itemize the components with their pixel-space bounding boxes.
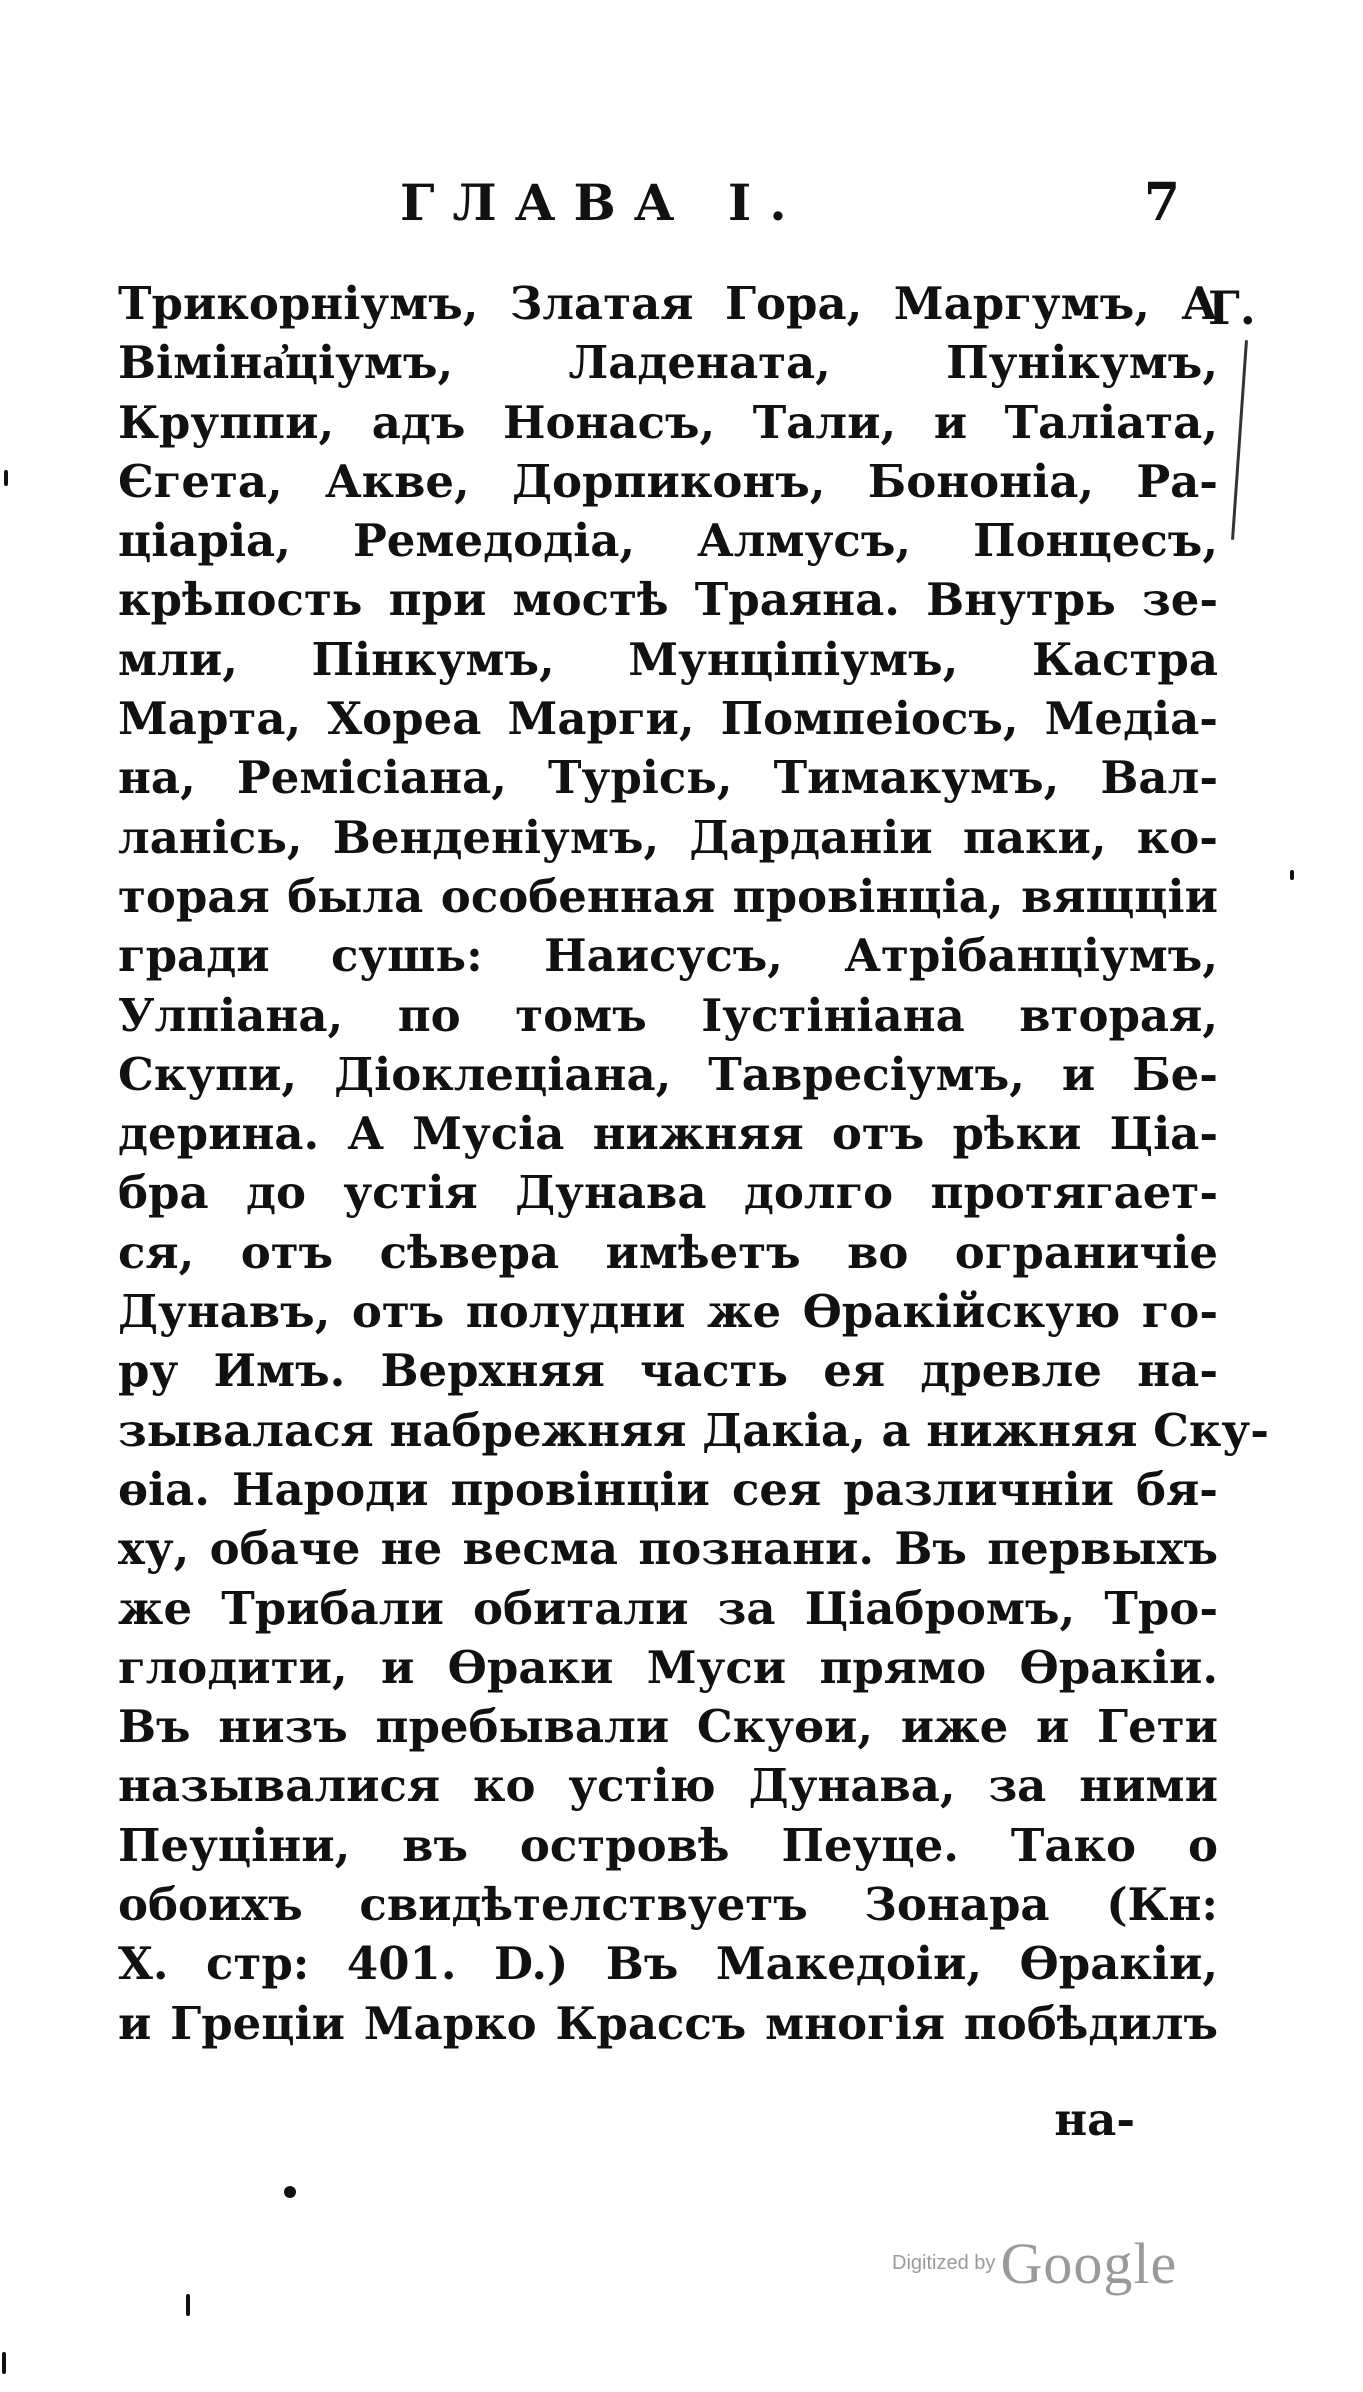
ink-speck [284,2186,296,2198]
text-line: X. стр: 401. D.) Въ Македоіи, Өракіи, [118,1937,1218,1991]
catchword: на- [1054,2093,1135,2146]
text-line: ху, обаче не весма познани. Въ первыхъ [118,1522,1218,1576]
text-line: дерина. А Мусіа нижняя отъ рѣки Ціа- [118,1107,1218,1161]
text-line: ся, отъ сѣвера имѣетъ во ограничіе [118,1225,1218,1279]
text-line: ціаріа, Ремедодіа, Алмусъ, Понцесъ, [118,514,1218,568]
ink-speck [1290,870,1294,880]
text-line: Віміна҆ціумъ, Ладената, Пунікумъ, [118,336,1218,390]
margin-bracket-mark [1231,340,1248,540]
page-number: 7 [1143,172,1180,233]
text-line: Єгета, Акве, Дорпиконъ, Бононіа, Ра- [118,454,1218,508]
text-line: и Греціи Марко Крассъ многія побѣдилъ [118,1996,1218,2050]
google-watermark [892,2230,1177,2297]
text-line: торая была особенная провінціа, вящціи [118,869,1218,923]
text-line: глодити, и Өраки Муси прямо Өракіи. [118,1640,1218,1694]
watermark-digitized-text: Digitized by [892,2252,996,2274]
text-line: же Трибали обитали за Ціабромъ, Тро- [118,1581,1218,1635]
text-line: Дунавъ, отъ полудни же Өракійскую го- [118,1285,1218,1339]
text-line: зывалася набрежняя Дакіа, а нижняя Ску- [118,1403,1269,1457]
text-line: Скупи, Діоклеціана, Тавресіумъ, и Бе- [118,1047,1218,1101]
text-line: на, Ремісіана, Турісь, Тимакумъ, Вал- [118,751,1218,805]
text-line: өіа. Народи провінціи сея различніи бя- [118,1462,1218,1516]
text-line: гради сушь: Наисусъ, Атрібанціумъ, [118,929,1218,983]
running-header [400,168,1220,238]
text-line: Въ низъ пребывали Скуөи, иже и Гети [118,1700,1218,1754]
ink-speck [4,470,8,486]
text-line: Круппи, адъ Нонасъ, Тали, и Таліата, [118,395,1218,449]
chapter-title: ГЛАВА І. [400,173,805,232]
margin-note: Г. [1208,281,1256,335]
ink-speck [2,2352,6,2374]
body-text [118,274,1269,2053]
text-line: крѣпость при мостѣ Траяна. Внутрь зе- [118,573,1218,627]
text-line: мли, Пінкумъ, Мунціпіумъ, Кастра [118,632,1218,686]
google-logo: Google [1000,2231,1178,2296]
text-line: ру Имъ. Верхняя часть ея древле на- [118,1344,1218,1398]
text-line: называлися ко устію Дунава, за ними [118,1759,1218,1813]
text-line: ланісь, Венденіумъ, Дарданіи паки, ко- [118,810,1218,864]
text-line: Пеуціни, въ островѣ Пеуце. Тако о [118,1818,1218,1872]
text-line: обоихъ свидѣтелствуетъ Зонара (Кн: [118,1878,1218,1932]
text-line: Улпіана, по томъ Іустініана вторая, [118,988,1218,1042]
ink-speck [186,2294,190,2316]
text-line: Трикорніумъ, Златая Гора, Маргумъ, А [118,277,1218,330]
text-line: бра до устія Дунава долго протягает- [118,1166,1218,1220]
text-line: Марта, Хореа Марги, Помпеіосъ, Медіа- [118,692,1218,746]
